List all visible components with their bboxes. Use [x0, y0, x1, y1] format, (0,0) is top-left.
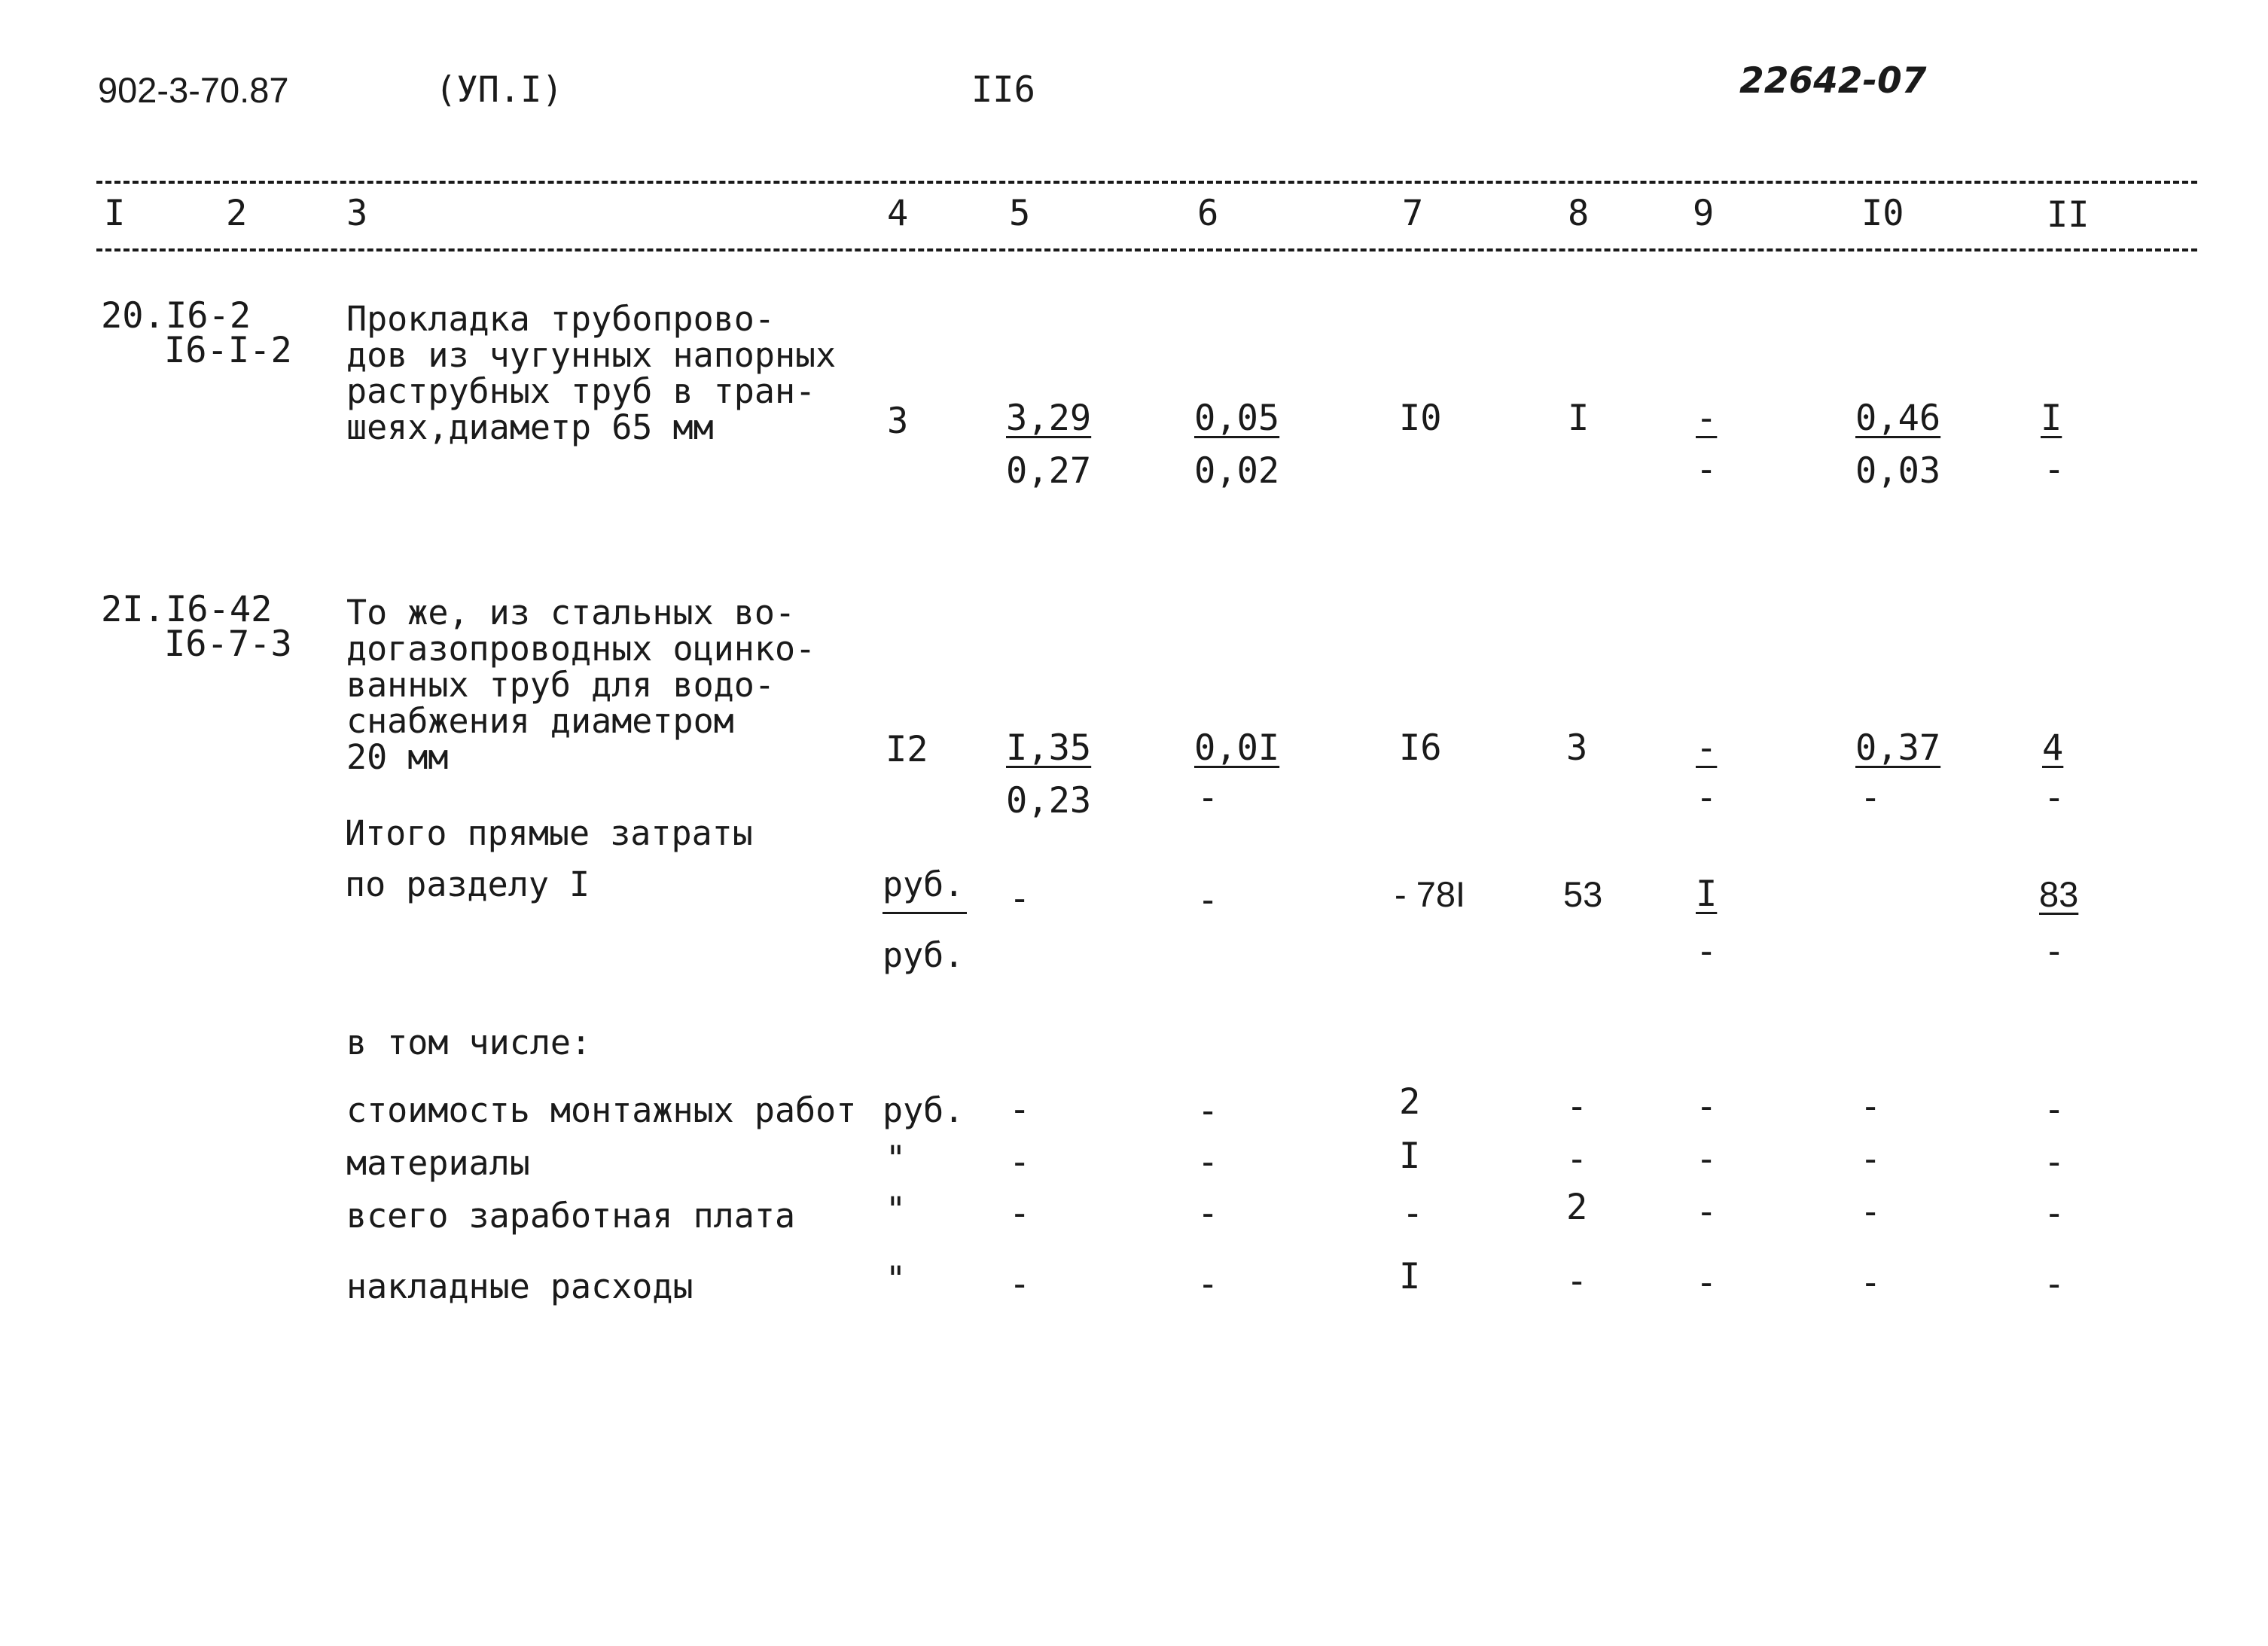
breakdown-col6: - — [1197, 1142, 1219, 1183]
col7-value: I0 — [1399, 398, 1442, 439]
description-line: ванных труб для водо- — [346, 665, 775, 705]
col10-sub-value: 0,03 — [1855, 450, 1941, 492]
breakdown-col11: - — [2044, 1193, 2065, 1234]
col11-sub-value: - — [2044, 449, 2065, 490]
document-code: 902-3-70.87 — [98, 70, 289, 110]
description-line: То же, из стальных во- — [346, 593, 796, 632]
col-header-3: 3 — [346, 193, 368, 234]
breakdown-col6: - — [1197, 1193, 1219, 1234]
total-col6: - — [1197, 879, 1219, 921]
total-col8: 53 — [1563, 874, 1603, 914]
col6-sub-value: - — [1197, 777, 1219, 818]
col11-value: I — [2041, 398, 2062, 439]
breakdown-col10: - — [1860, 1262, 1882, 1303]
col-header-11: II — [2047, 194, 2090, 236]
breakdown-col10: - — [1860, 1191, 1882, 1233]
breakdown-col5: - — [1009, 1193, 1031, 1234]
breakdown-col11: - — [2044, 1263, 2065, 1305]
quantity: I2 — [886, 729, 928, 770]
total-label-continued: по разделу I — [345, 864, 590, 904]
breakdown-unit: " — [886, 1138, 907, 1178]
col-header-1: I — [104, 193, 126, 234]
col-header-2: 2 — [226, 193, 248, 234]
breakdown-col7: - — [1402, 1193, 1424, 1234]
col-header-10: I0 — [1861, 193, 1904, 234]
total-col9: I — [1696, 873, 1718, 915]
album-number: (УП.I) — [435, 69, 563, 111]
breakdown-col8: - — [1566, 1138, 1588, 1180]
breakdown-col11: - — [2044, 1142, 2065, 1183]
total-col11-sub: - — [2044, 931, 2065, 972]
col8-value: I — [1568, 398, 1590, 439]
row-number: 20. — [101, 295, 165, 337]
breakdown-col10: - — [1860, 1086, 1882, 1127]
breakdown-label: стоимость монтажных работ — [346, 1090, 857, 1130]
breakdown-unit: руб. — [883, 1090, 965, 1130]
description-line: шеях,диаметр 65 мм — [346, 407, 714, 447]
col6-value: 0,05 — [1194, 398, 1280, 439]
total-label: Итого прямые затраты — [345, 813, 753, 853]
description-line: догазопроводных оцинко- — [346, 629, 816, 669]
col6-sub-value: 0,02 — [1194, 450, 1280, 492]
col11-sub-value: - — [2044, 777, 2065, 818]
col5-value: 3,29 — [1006, 398, 1092, 439]
col9-sub-value: - — [1696, 449, 1718, 490]
breakdown-col9: - — [1696, 1138, 1718, 1180]
col9-sub-value: - — [1696, 777, 1718, 818]
breakdown-col8: - — [1566, 1260, 1588, 1302]
rate-code-secondary: I6-I-2 — [164, 330, 292, 371]
description-line: снабжения диаметром — [346, 701, 734, 741]
breakdown-col5: - — [1009, 1142, 1031, 1183]
breakdown-col9: - — [1696, 1086, 1718, 1127]
col10-value: 0,37 — [1855, 727, 1941, 769]
total-col11: 83 — [2039, 874, 2079, 914]
work-description — [346, 301, 836, 446]
row-number: 2I. — [101, 589, 165, 630]
col11-value: 4 — [2042, 727, 2064, 769]
description-line: дов из чугунных напорных — [346, 335, 837, 375]
breakdown-col9: - — [1696, 1262, 1718, 1303]
col-header-5: 5 — [1009, 193, 1031, 234]
breakdown-col7: 2 — [1399, 1081, 1421, 1123]
col5-value: I,35 — [1006, 727, 1092, 769]
handwritten-stamp: 22642-07 — [1739, 60, 1927, 102]
breakdown-col5: - — [1009, 1089, 1031, 1130]
breakdown-unit: " — [886, 1259, 907, 1299]
rate-code: I6-42 — [166, 589, 273, 630]
header-top-rule — [96, 181, 2197, 184]
description-line: Прокладка трубопрово- — [346, 299, 775, 339]
col6-value: 0,0I — [1194, 727, 1280, 769]
breakdown-col6: - — [1197, 1263, 1219, 1305]
description-line: раструбных труб в тран- — [346, 371, 816, 411]
total-unit-secondary: руб. — [883, 935, 965, 975]
breakdown-col7: I — [1399, 1256, 1421, 1297]
breakdown-col7: I — [1399, 1135, 1421, 1177]
header-bottom-rule — [96, 248, 2197, 251]
breakdown-col5: - — [1009, 1263, 1031, 1305]
work-description — [346, 595, 815, 776]
breakdown-label: материалы — [346, 1143, 530, 1183]
col10-value: 0,46 — [1855, 398, 1941, 439]
breakdown-col6: - — [1197, 1090, 1219, 1132]
col5-sub-value: 0,23 — [1006, 780, 1092, 821]
total-col5: - — [1009, 878, 1031, 919]
col-header-9: 9 — [1693, 193, 1715, 234]
page-number: II6 — [971, 69, 1035, 111]
col-header-4: 4 — [887, 193, 909, 234]
quantity: 3 — [887, 401, 909, 442]
col9-value: - — [1696, 398, 1718, 439]
breakdown-unit: " — [886, 1190, 907, 1230]
total-col9-sub: - — [1696, 931, 1718, 972]
breakdown-col11: - — [2044, 1089, 2065, 1130]
col7-value: I6 — [1399, 727, 1442, 769]
breakdown-col8: - — [1566, 1086, 1588, 1127]
including-label: в том числе: — [346, 1023, 592, 1062]
col10-sub-value: - — [1860, 777, 1882, 818]
total-col7: - 78I — [1395, 874, 1466, 914]
breakdown-col9: - — [1696, 1191, 1718, 1233]
rate-code: I6-2 — [166, 295, 251, 337]
col-header-8: 8 — [1568, 193, 1590, 234]
breakdown-label: всего заработная плата — [346, 1196, 796, 1236]
col-header-6: 6 — [1197, 193, 1219, 234]
breakdown-label: накладные расходы — [346, 1267, 694, 1306]
rate-code-secondary: I6-7-3 — [164, 623, 292, 665]
breakdown-col8: 2 — [1566, 1187, 1588, 1228]
col5-sub-value: 0,27 — [1006, 450, 1092, 492]
col9-value: - — [1696, 727, 1718, 769]
description-line: 20 мм — [346, 737, 449, 777]
col8-value: 3 — [1566, 727, 1588, 769]
col-header-7: 7 — [1402, 193, 1424, 234]
breakdown-col10: - — [1860, 1138, 1882, 1180]
total-unit: руб. — [883, 867, 967, 914]
